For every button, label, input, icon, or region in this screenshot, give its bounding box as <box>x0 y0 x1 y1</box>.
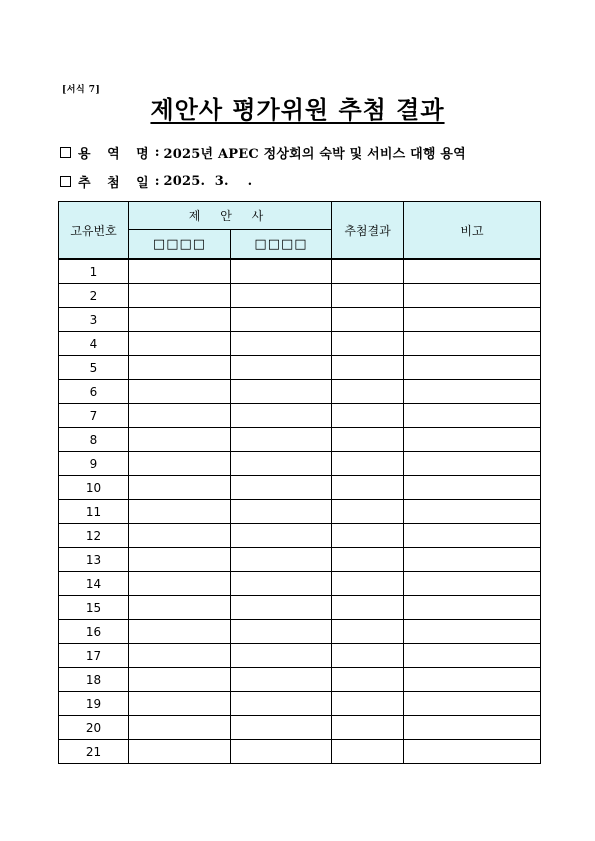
proposer-2-cell <box>231 740 332 764</box>
note-cell <box>404 428 541 452</box>
note-cell <box>404 500 541 524</box>
colon: : <box>154 145 160 160</box>
row-number: 6 <box>59 380 129 404</box>
note-cell <box>404 620 541 644</box>
row-number: 3 <box>59 308 129 332</box>
proposer-1-cell <box>129 524 231 548</box>
row-number: 17 <box>59 644 129 668</box>
proposer-2-cell <box>231 620 332 644</box>
proposer-1-cell <box>129 596 231 620</box>
note-cell <box>404 332 541 356</box>
proposer-2-cell <box>231 284 332 308</box>
table-row <box>59 476 541 500</box>
header-note: 비고 <box>404 202 541 260</box>
row-number: 11 <box>59 500 129 524</box>
note-cell <box>404 476 541 500</box>
draw-date-line <box>60 172 252 191</box>
result-cell <box>332 428 404 452</box>
draw-date-label: 추 첨 일 <box>78 176 155 191</box>
row-number: 16 <box>59 620 129 644</box>
note-cell <box>404 259 541 284</box>
note-cell <box>404 452 541 476</box>
row-number: 1 <box>59 259 129 284</box>
service-name-value: 2025년 APEC 정상회의 숙박 및 서비스 대행 용역 <box>163 147 466 162</box>
proposer-2-cell <box>231 380 332 404</box>
row-number: 13 <box>59 548 129 572</box>
proposer-1-cell <box>129 644 231 668</box>
row-number: 9 <box>59 452 129 476</box>
row-number: 4 <box>59 332 129 356</box>
result-cell <box>332 380 404 404</box>
proposer-1-cell <box>129 572 231 596</box>
checkbox-icon <box>60 147 71 158</box>
note-cell <box>404 572 541 596</box>
row-number: 2 <box>59 284 129 308</box>
result-cell <box>332 259 404 284</box>
proposer-1-cell <box>129 332 231 356</box>
proposer-2-cell <box>231 356 332 380</box>
note-cell <box>404 308 541 332</box>
table-row <box>59 596 541 620</box>
header-proposer-sub-1: □□□□ <box>129 230 231 260</box>
result-cell <box>332 524 404 548</box>
header-id: 고유번호 <box>59 202 129 260</box>
table-row <box>59 644 541 668</box>
proposer-2-cell <box>231 308 332 332</box>
result-cell <box>332 356 404 380</box>
proposer-1-cell <box>129 476 231 500</box>
table-row <box>59 668 541 692</box>
result-cell <box>332 500 404 524</box>
proposer-2-cell <box>231 668 332 692</box>
row-number: 5 <box>59 356 129 380</box>
result-cell <box>332 692 404 716</box>
proposer-1-cell <box>129 668 231 692</box>
result-cell <box>332 620 404 644</box>
proposer-1-cell <box>129 380 231 404</box>
form-number: [서식 7] <box>62 85 101 95</box>
proposer-2-cell <box>231 404 332 428</box>
note-cell <box>404 716 541 740</box>
proposer-2-cell <box>231 332 332 356</box>
header-proposer-sub-2: □□□□ <box>231 230 332 260</box>
draw-date-value: 2025. 3. . <box>163 174 253 189</box>
proposer-1-cell <box>129 692 231 716</box>
proposer-2-cell <box>231 428 332 452</box>
result-cell <box>332 452 404 476</box>
result-cell <box>332 668 404 692</box>
table-row <box>59 452 541 476</box>
table-row <box>59 716 541 740</box>
result-cell <box>332 332 404 356</box>
note-cell <box>404 692 541 716</box>
table-row <box>59 356 541 380</box>
proposer-2-cell <box>231 644 332 668</box>
note-cell <box>404 596 541 620</box>
result-cell <box>332 572 404 596</box>
checkbox-icon <box>60 176 71 187</box>
table-row <box>59 548 541 572</box>
proposer-2-cell <box>231 259 332 284</box>
proposer-2-cell <box>231 548 332 572</box>
table-row <box>59 259 541 284</box>
proposer-2-cell <box>231 572 332 596</box>
result-cell <box>332 596 404 620</box>
table-row <box>59 380 541 404</box>
proposer-2-cell <box>231 524 332 548</box>
note-cell <box>404 524 541 548</box>
proposer-2-cell <box>231 596 332 620</box>
proposer-2-cell <box>231 476 332 500</box>
row-number: 18 <box>59 668 129 692</box>
proposer-1-cell <box>129 284 231 308</box>
table-row <box>59 692 541 716</box>
table-row <box>59 740 541 764</box>
proposer-1-cell <box>129 620 231 644</box>
proposer-1-cell <box>129 308 231 332</box>
result-cell <box>332 548 404 572</box>
result-cell <box>332 284 404 308</box>
proposer-1-cell <box>129 259 231 284</box>
note-cell <box>404 548 541 572</box>
result-cell <box>332 404 404 428</box>
service-name-line <box>60 143 466 162</box>
table-row <box>59 308 541 332</box>
proposer-1-cell <box>129 500 231 524</box>
table-row <box>59 404 541 428</box>
table-row <box>59 284 541 308</box>
proposer-1-cell <box>129 356 231 380</box>
note-cell <box>404 284 541 308</box>
results-table <box>58 201 541 764</box>
row-number: 10 <box>59 476 129 500</box>
table-row <box>59 500 541 524</box>
table-row <box>59 332 541 356</box>
proposer-1-cell <box>129 716 231 740</box>
proposer-2-cell <box>231 716 332 740</box>
proposer-1-cell <box>129 452 231 476</box>
result-cell <box>332 716 404 740</box>
proposer-2-cell <box>231 452 332 476</box>
table-row <box>59 620 541 644</box>
row-number: 12 <box>59 524 129 548</box>
note-cell <box>404 404 541 428</box>
row-number: 19 <box>59 692 129 716</box>
row-number: 7 <box>59 404 129 428</box>
header-proposer: 제 안 사 <box>129 202 332 230</box>
note-cell <box>404 380 541 404</box>
proposer-1-cell <box>129 548 231 572</box>
table-row <box>59 428 541 452</box>
proposer-2-cell <box>231 692 332 716</box>
table-row <box>59 572 541 596</box>
row-number: 8 <box>59 428 129 452</box>
page-title: 제안사 평가위원 추첨 결과 <box>150 96 445 124</box>
row-number: 21 <box>59 740 129 764</box>
service-name-label: 용 역 명 <box>78 147 155 162</box>
note-cell <box>404 644 541 668</box>
note-cell <box>404 668 541 692</box>
note-cell <box>404 356 541 380</box>
note-cell <box>404 740 541 764</box>
row-number: 15 <box>59 596 129 620</box>
colon: : <box>154 174 160 189</box>
proposer-1-cell <box>129 404 231 428</box>
header-result: 추첨결과 <box>332 202 404 260</box>
result-cell <box>332 740 404 764</box>
proposer-1-cell <box>129 740 231 764</box>
result-cell <box>332 308 404 332</box>
proposer-1-cell <box>129 428 231 452</box>
row-number: 14 <box>59 572 129 596</box>
row-number: 20 <box>59 716 129 740</box>
result-cell <box>332 644 404 668</box>
result-cell <box>332 476 404 500</box>
proposer-2-cell <box>231 500 332 524</box>
table-row <box>59 524 541 548</box>
